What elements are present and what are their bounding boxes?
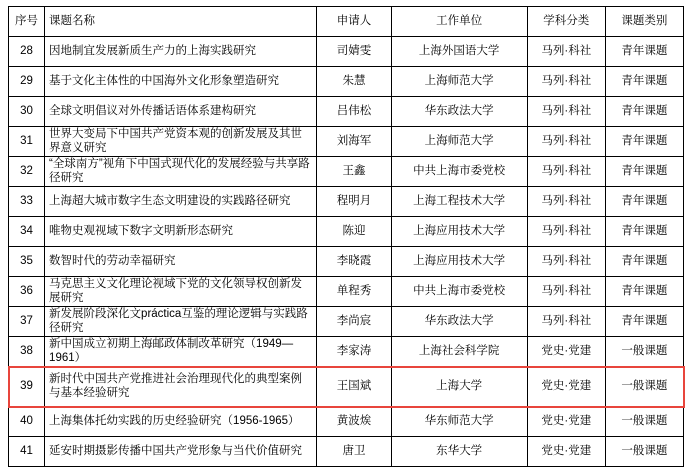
column-header-applicant: 申请人 [317, 7, 391, 37]
cell-type: 一般课题 [605, 337, 683, 367]
cell-discipline: 马列·科社 [527, 247, 605, 277]
column-header-discipline: 学科分类 [527, 7, 605, 37]
cell-title: 延安时期摄影传播中国共产党形象与当代价值研究 [45, 437, 317, 467]
cell-applicant: 陈迎 [317, 217, 391, 247]
cell-index: 32 [9, 157, 45, 187]
cell-type: 青年课题 [605, 307, 683, 337]
table-row [9, 127, 684, 157]
cell-applicant: 李家涛 [317, 337, 391, 367]
cell-applicant: 王国斌 [317, 367, 391, 407]
table-row [9, 407, 684, 437]
cell-index: 29 [9, 67, 45, 97]
cell-discipline: 马列·科社 [527, 217, 605, 247]
cell-discipline: 党史·党建 [527, 367, 605, 407]
cell-title: 新发展阶段深化文práctica互鉴的理论逻辑与实践路径研究 [45, 307, 317, 337]
column-header-organization: 工作单位 [391, 7, 527, 37]
cell-title: 唯物史观视域下数字文明新形态研究 [45, 217, 317, 247]
cell-title: 全球文明倡议对外传播话语体系建构研究 [45, 97, 317, 127]
cell-title: 新中国成立初期上海邮政体制改革研究（1949—1961） [45, 337, 317, 367]
cell-index: 40 [9, 407, 45, 437]
cell-title: 基于文化主体性的中国海外文化形象塑造研究 [45, 67, 317, 97]
cell-applicant: 司婧雯 [317, 37, 391, 67]
column-header-title: 课题名称 [45, 7, 317, 37]
cell-organization: 华东师范大学 [391, 407, 527, 437]
table-row [9, 37, 684, 67]
cell-index: 33 [9, 187, 45, 217]
table-row [9, 307, 684, 337]
cell-title: 新时代中国共产党推进社会治理现代化的典型案例与基本经验研究 [45, 367, 317, 407]
cell-title: 马克思主义文化理论视域下党的文化领导权创新发展研究 [45, 277, 317, 307]
cell-discipline: 马列·科社 [527, 37, 605, 67]
cell-title: “全球南方”视角下中国式现代化的发展经验与共享路径研究 [45, 157, 317, 187]
cell-type: 青年课题 [605, 127, 683, 157]
cell-applicant: 王鑫 [317, 157, 391, 187]
table-row [9, 217, 684, 247]
cell-index: 39 [9, 367, 45, 407]
project-table [8, 6, 684, 467]
cell-organization: 东华大学 [391, 437, 527, 467]
table-row [9, 277, 684, 307]
cell-applicant: 吕伟松 [317, 97, 391, 127]
table-row-highlighted [9, 367, 684, 407]
table-row [9, 157, 684, 187]
cell-type: 青年课题 [605, 97, 683, 127]
cell-discipline: 马列·科社 [527, 157, 605, 187]
table-row [9, 337, 684, 367]
table-row [9, 187, 684, 217]
cell-title: 上海超大城市数字生态文明建设的实践路径研究 [45, 187, 317, 217]
cell-applicant: 刘海军 [317, 127, 391, 157]
table-row [9, 247, 684, 277]
cell-discipline: 党史·党建 [527, 437, 605, 467]
cell-organization: 上海工程技术大学 [391, 187, 527, 217]
cell-discipline: 马列·科社 [527, 307, 605, 337]
cell-organization: 上海应用技术大学 [391, 247, 527, 277]
cell-discipline: 马列·科社 [527, 277, 605, 307]
table-row [9, 97, 684, 127]
cell-applicant: 李晓霞 [317, 247, 391, 277]
cell-type: 一般课题 [605, 437, 683, 467]
cell-organization: 华东政法大学 [391, 307, 527, 337]
cell-index: 37 [9, 307, 45, 337]
cell-discipline: 马列·科社 [527, 127, 605, 157]
cell-applicant: 李尚宸 [317, 307, 391, 337]
cell-title: 上海集体托幼实践的历史经验研究（1956-1965） [45, 407, 317, 437]
cell-applicant: 黄波㶼 [317, 407, 391, 437]
cell-applicant: 程明月 [317, 187, 391, 217]
cell-index: 30 [9, 97, 45, 127]
cell-type: 青年课题 [605, 217, 683, 247]
table-row [9, 67, 684, 97]
cell-title: 数智时代的劳动幸福研究 [45, 247, 317, 277]
cell-discipline: 马列·科社 [527, 187, 605, 217]
cell-type: 青年课题 [605, 277, 683, 307]
cell-title: 因地制宜发展新质生产力的上海实践研究 [45, 37, 317, 67]
cell-organization: 上海大学 [391, 367, 527, 407]
column-header-type: 课题类别 [605, 7, 683, 37]
cell-discipline: 党史·党建 [527, 407, 605, 437]
cell-type: 一般课题 [605, 407, 683, 437]
document-page [0, 6, 692, 457]
cell-title: 世界大变局下中国共产党资本观的创新发展及其世界意义研究 [45, 127, 317, 157]
cell-organization: 上海师范大学 [391, 67, 527, 97]
cell-index: 35 [9, 247, 45, 277]
cell-type: 一般课题 [605, 367, 683, 407]
cell-applicant: 唐卫 [317, 437, 391, 467]
table-body [9, 37, 684, 467]
cell-organization: 上海外国语大学 [391, 37, 527, 67]
cell-type: 青年课题 [605, 187, 683, 217]
cell-index: 34 [9, 217, 45, 247]
cell-organization: 上海社会科学院 [391, 337, 527, 367]
cell-index: 31 [9, 127, 45, 157]
cell-organization: 中共上海市委党校 [391, 277, 527, 307]
table-row [9, 437, 684, 467]
cell-type: 青年课题 [605, 37, 683, 67]
cell-index: 28 [9, 37, 45, 67]
cell-organization: 华东政法大学 [391, 97, 527, 127]
cell-organization: 上海师范大学 [391, 127, 527, 157]
cell-type: 青年课题 [605, 157, 683, 187]
table-header [9, 7, 684, 37]
cell-applicant: 朱慧 [317, 67, 391, 97]
cell-type: 青年课题 [605, 67, 683, 97]
cell-applicant: 单程秀 [317, 277, 391, 307]
cell-organization: 上海应用技术大学 [391, 217, 527, 247]
cell-index: 38 [9, 337, 45, 367]
cell-index: 36 [9, 277, 45, 307]
cell-discipline: 马列·科社 [527, 67, 605, 97]
cell-index: 41 [9, 437, 45, 467]
cell-type: 青年课题 [605, 247, 683, 277]
column-header-index: 序号 [9, 7, 45, 37]
cell-discipline: 马列·科社 [527, 97, 605, 127]
cell-organization: 中共上海市委党校 [391, 157, 527, 187]
cell-discipline: 党史·党建 [527, 337, 605, 367]
table-header-row [9, 7, 684, 37]
